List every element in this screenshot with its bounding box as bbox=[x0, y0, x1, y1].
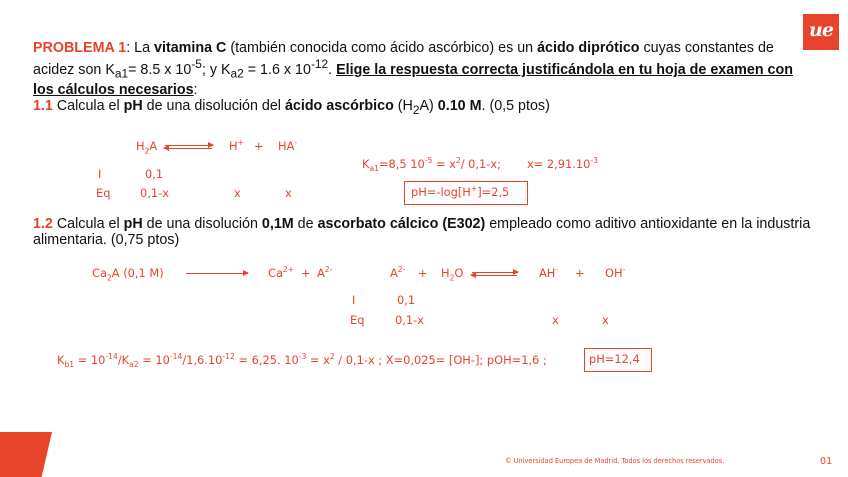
ka1-exponent: -5 bbox=[191, 57, 202, 72]
copyright-footer: © Universidad Europea de Madrid. Todos los derechos reservados. bbox=[505, 457, 725, 465]
question-1-2-number: 1.2 bbox=[33, 216, 53, 232]
question-1-2 bbox=[33, 216, 813, 248]
question-text: A) bbox=[419, 98, 438, 115]
initial-value: 0,1 bbox=[397, 293, 416, 307]
ph-term: pH bbox=[123, 216, 143, 232]
problem-text: cuyas constantes de acidez son K bbox=[33, 40, 774, 78]
problem-text: . bbox=[328, 61, 337, 78]
x-result: $x= 2,91.10^{-3}$ bbox=[527, 156, 598, 171]
problem-text: = 1.6 x 10 bbox=[243, 61, 311, 78]
equilibrium-value: 0,1-x bbox=[140, 186, 169, 200]
initial-row-label: I bbox=[98, 167, 102, 181]
corner-decoration bbox=[0, 432, 52, 477]
problem-text: ; y K bbox=[201, 61, 231, 78]
plus-sign: + bbox=[301, 266, 311, 280]
ka2-exponent: -12 bbox=[310, 57, 329, 72]
ha-minus-species: HA- bbox=[278, 138, 298, 153]
concentration-term: 0.10 M bbox=[437, 98, 482, 115]
question-text: Calcula el bbox=[52, 98, 124, 115]
question-text: (H bbox=[393, 98, 413, 115]
ka2-subscript: a2 bbox=[230, 66, 244, 81]
diprotic-term: ácido diprótico bbox=[537, 40, 640, 56]
question-text: de bbox=[293, 216, 318, 232]
ph-answer: pH=-log[H+]=2,5 bbox=[411, 184, 510, 199]
calcium-ion: $Ca^{2+}$ bbox=[268, 265, 295, 280]
initial-value: 0,1 bbox=[145, 167, 164, 181]
plus-sign: + bbox=[418, 266, 428, 280]
plus-sign: + bbox=[254, 139, 264, 153]
ka1-equation: $K_{a1}=8,5$ $10^{-5} = x^2/$ 0,1-x; bbox=[362, 156, 501, 174]
problem-heading: PROBLEMA 1 bbox=[33, 40, 127, 56]
oh-minus-species: OH- bbox=[605, 265, 626, 280]
ah-minus-species: AH- bbox=[539, 265, 559, 280]
question-1-1-number: 1.1 bbox=[33, 98, 53, 115]
kb-calculation: $K_{b1} = 10^{-14}/K_{a2} = 10^{-14}/1,6.10^{-12} = 6,25$. $10^{-3} = x^2 / 0,1-x$ ; X=0,025= [OH-]; pOH=1,6 ; bbox=[57, 352, 547, 370]
ascorbate-ion: $A^{2-}$ bbox=[317, 265, 333, 280]
problem-text: (también conocida como ácido ascórbico) es un bbox=[226, 40, 538, 56]
ph-term: pH bbox=[123, 98, 143, 115]
equilibrium-arrow bbox=[472, 272, 518, 273]
salt-term: ascorbato cálcico (E302) bbox=[317, 216, 486, 232]
universidad-europea-logo bbox=[803, 14, 839, 50]
h2-subscript: 2 bbox=[412, 103, 420, 118]
equilibrium-x: x bbox=[234, 186, 241, 200]
h2a-species: $H_2A$ bbox=[136, 139, 158, 156]
page-number: 01 bbox=[820, 456, 833, 467]
logo-text: ue bbox=[809, 19, 833, 41]
vitamin-c-term: vitamina C bbox=[154, 40, 227, 56]
ph-final-answer: pH=12,4 bbox=[589, 352, 640, 366]
problem-text: : La bbox=[126, 40, 155, 56]
equilibrium-x: x bbox=[285, 186, 292, 200]
equilibrium-value: 0,1-x bbox=[395, 313, 424, 327]
dissociation-arrow bbox=[186, 273, 248, 274]
question-text: de una disolución bbox=[142, 216, 262, 232]
water-species: $H_2O$ bbox=[441, 266, 464, 283]
equilibrium-row-label: Eq bbox=[96, 186, 111, 200]
ka1-subscript: a1 bbox=[114, 66, 129, 81]
question-text: de una disolución del bbox=[142, 98, 285, 115]
problem-statement bbox=[33, 40, 793, 118]
instruction-text: Elige la respuesta correcta justificándola en tu hoja de examen con los cálculos necesarios bbox=[33, 61, 793, 99]
ca2a-species: $Ca_2A$ (0,1 M) bbox=[92, 266, 164, 283]
problem-text: : bbox=[193, 82, 198, 99]
equilibrium-arrow bbox=[165, 145, 213, 146]
acid-term: ácido ascórbico bbox=[284, 98, 394, 115]
initial-row-label: I bbox=[352, 293, 356, 307]
problem-text: = 8.5 x 10 bbox=[128, 61, 192, 78]
ascorbate-ion: $A^{2-}$ bbox=[390, 265, 406, 280]
hplus-species: H+ bbox=[229, 138, 244, 153]
plus-sign: + bbox=[575, 266, 585, 280]
equilibrium-row-label: Eq bbox=[350, 313, 365, 327]
question-text: Calcula el bbox=[52, 216, 124, 232]
concentration-term: 0,1M bbox=[261, 216, 294, 232]
question-text: empleado como aditivo antioxidante en la industria alimentaria. (0,75 ptos) bbox=[33, 216, 811, 249]
equilibrium-x: x bbox=[602, 313, 609, 327]
question-text: . (0,5 ptos) bbox=[481, 98, 550, 115]
equilibrium-x: x bbox=[552, 313, 559, 327]
